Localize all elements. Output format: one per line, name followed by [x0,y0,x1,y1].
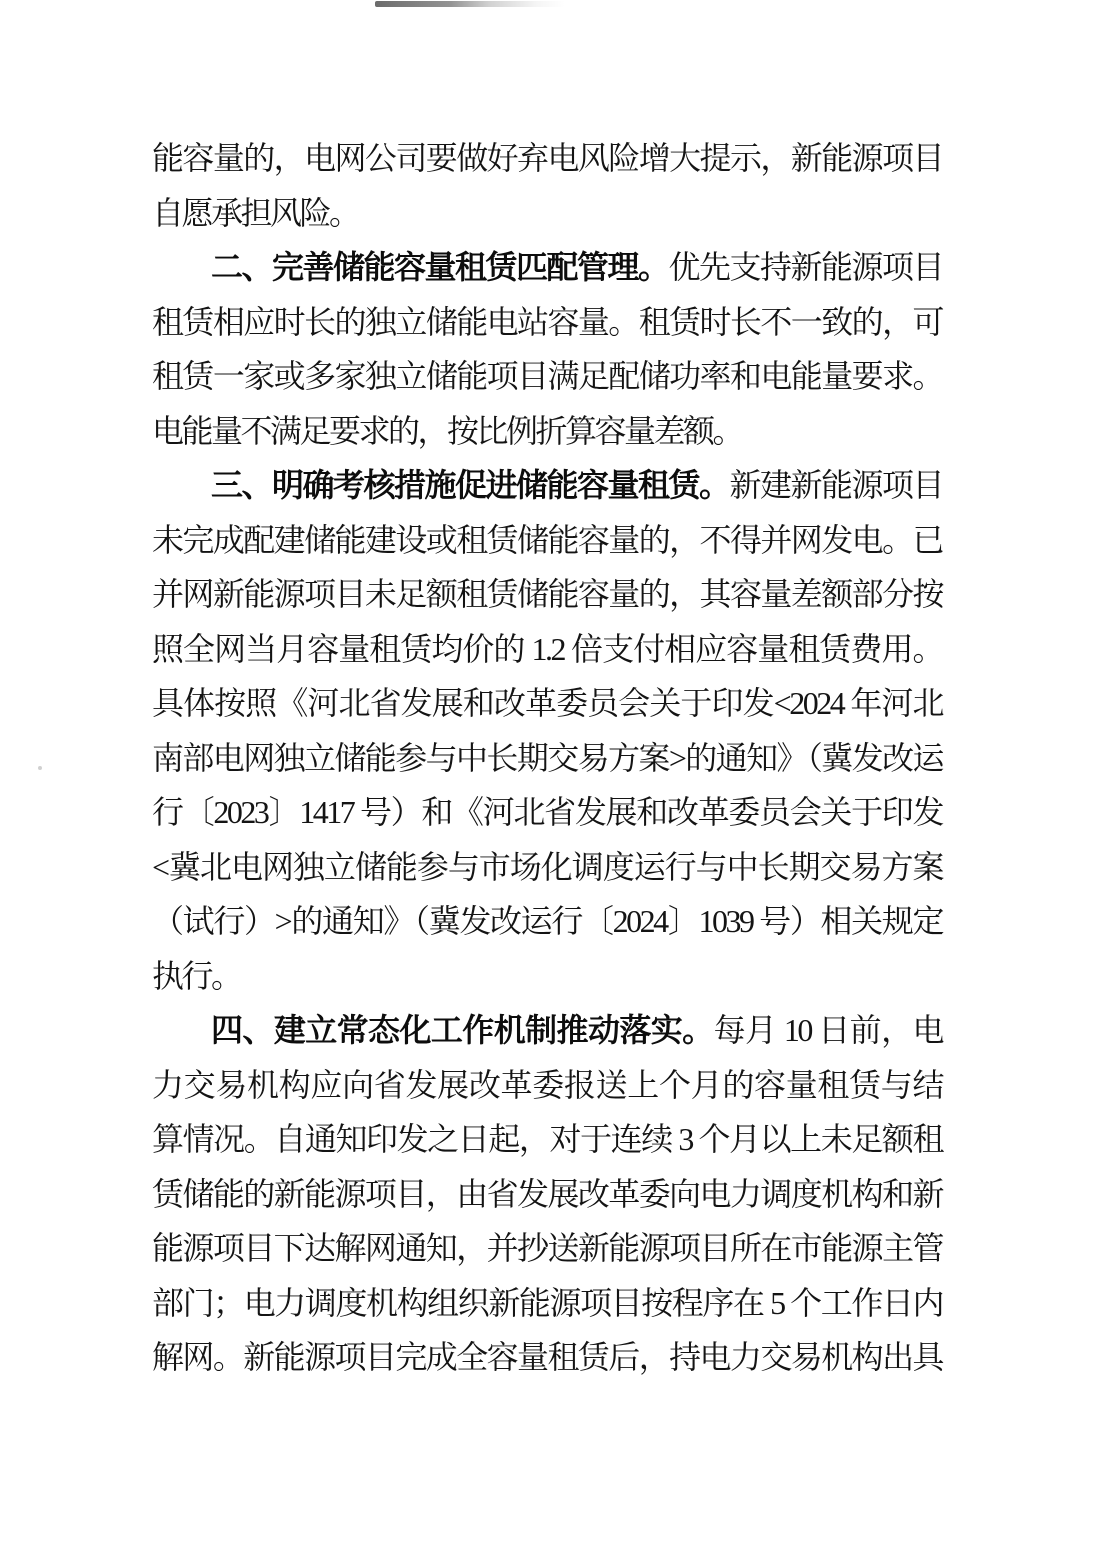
body-text: 自愿承担风险。 [152,194,359,231]
text-line [152,240,942,295]
text-line [152,1112,942,1167]
body-text: 未完成配建储能建设或租赁储能容量的，不得并网发电。已 [152,521,942,558]
body-text: 照全网当月容量租赁均价的 1.2 倍支付相应容量租赁费用。 [152,630,942,667]
body-text: 租赁一家或多家独立储能项目满足配储功率和电能量要求。 [152,358,942,394]
text-line [152,404,942,459]
scan-smudge-artifact [375,1,565,7]
body-text: 南部电网独立储能参与中长期交易方案>的通知》（冀发改运 [152,739,942,776]
scan-speck-artifact [38,766,42,770]
text-line [152,186,942,241]
body-text: 每月 10 日前，电 [713,1012,942,1048]
body-text: 行〔2023〕1417 号）和《河北省发展和改革委员会关于印发 [152,794,942,830]
body-text: 能容量的，电网公司要做好弃电风险增大提示，新能源项目 [152,140,942,176]
text-line [152,131,942,186]
text-line [152,1058,942,1113]
text-line [152,295,942,350]
text-line [152,894,942,949]
body-text: （试行）>的通知》（冀发改运行〔2024〕1039 号）相关规定 [152,903,942,939]
text-line [152,567,942,622]
body-text: 算情况。自通知印发之日起，对于连续 3 个月以上未足额租 [152,1121,942,1157]
text-line [152,513,942,568]
text-line [152,458,942,513]
body-text: 优先支持新能源项目 [668,249,942,285]
body-text: 执行。 [152,957,241,994]
text-line [152,349,942,404]
section-heading: 四、建立常态化工作机制推动落实。 [211,1012,714,1048]
section-heading: 三、明确考核措施促进储能容量租赁。 [211,467,730,503]
text-line [152,622,942,677]
text-line [152,949,942,1004]
document-text-block [152,131,942,1385]
text-line [152,731,942,786]
body-text: 赁储能的新能源项目，由省发展改革委向电力调度机构和新 [152,1175,942,1212]
section-heading: 二、完善储能容量租赁匹配管理。 [211,249,669,285]
body-text: 力交易机构应向省发展改革委报送上个月的容量租赁与结 [152,1066,942,1103]
text-line [152,1330,942,1385]
text-line [152,785,942,840]
body-text: 部门；电力调度机构组织新能源项目按程序在 5 个工作日内 [152,1284,942,1321]
body-text: 电能量不满足要求的，按比例折算容量差额。 [152,412,743,449]
body-text: <冀北电网独立储能参与市场化调度运行与中长期交易方案 [152,848,942,885]
text-line [152,1276,942,1331]
text-line [152,1167,942,1222]
body-text: 具体按照《河北省发展和改革委员会关于印发<2024 年河北 [152,685,942,721]
body-text: 租赁相应时长的独立储能电站容量。租赁时长不一致的，可 [152,303,942,340]
body-text: 解网。新能源项目完成全容量租赁后，持电力交易机构出具 [152,1339,942,1375]
text-line [152,1221,942,1276]
text-line [152,676,942,731]
body-text: 能源项目下达解网通知，并抄送新能源项目所在市能源主管 [152,1230,942,1266]
body-text: 新建新能源项目 [729,467,942,503]
text-line [152,1003,942,1058]
body-text: 并网新能源项目未足额租赁储能容量的，其容量差额部分按 [152,576,942,612]
text-line [152,840,942,895]
